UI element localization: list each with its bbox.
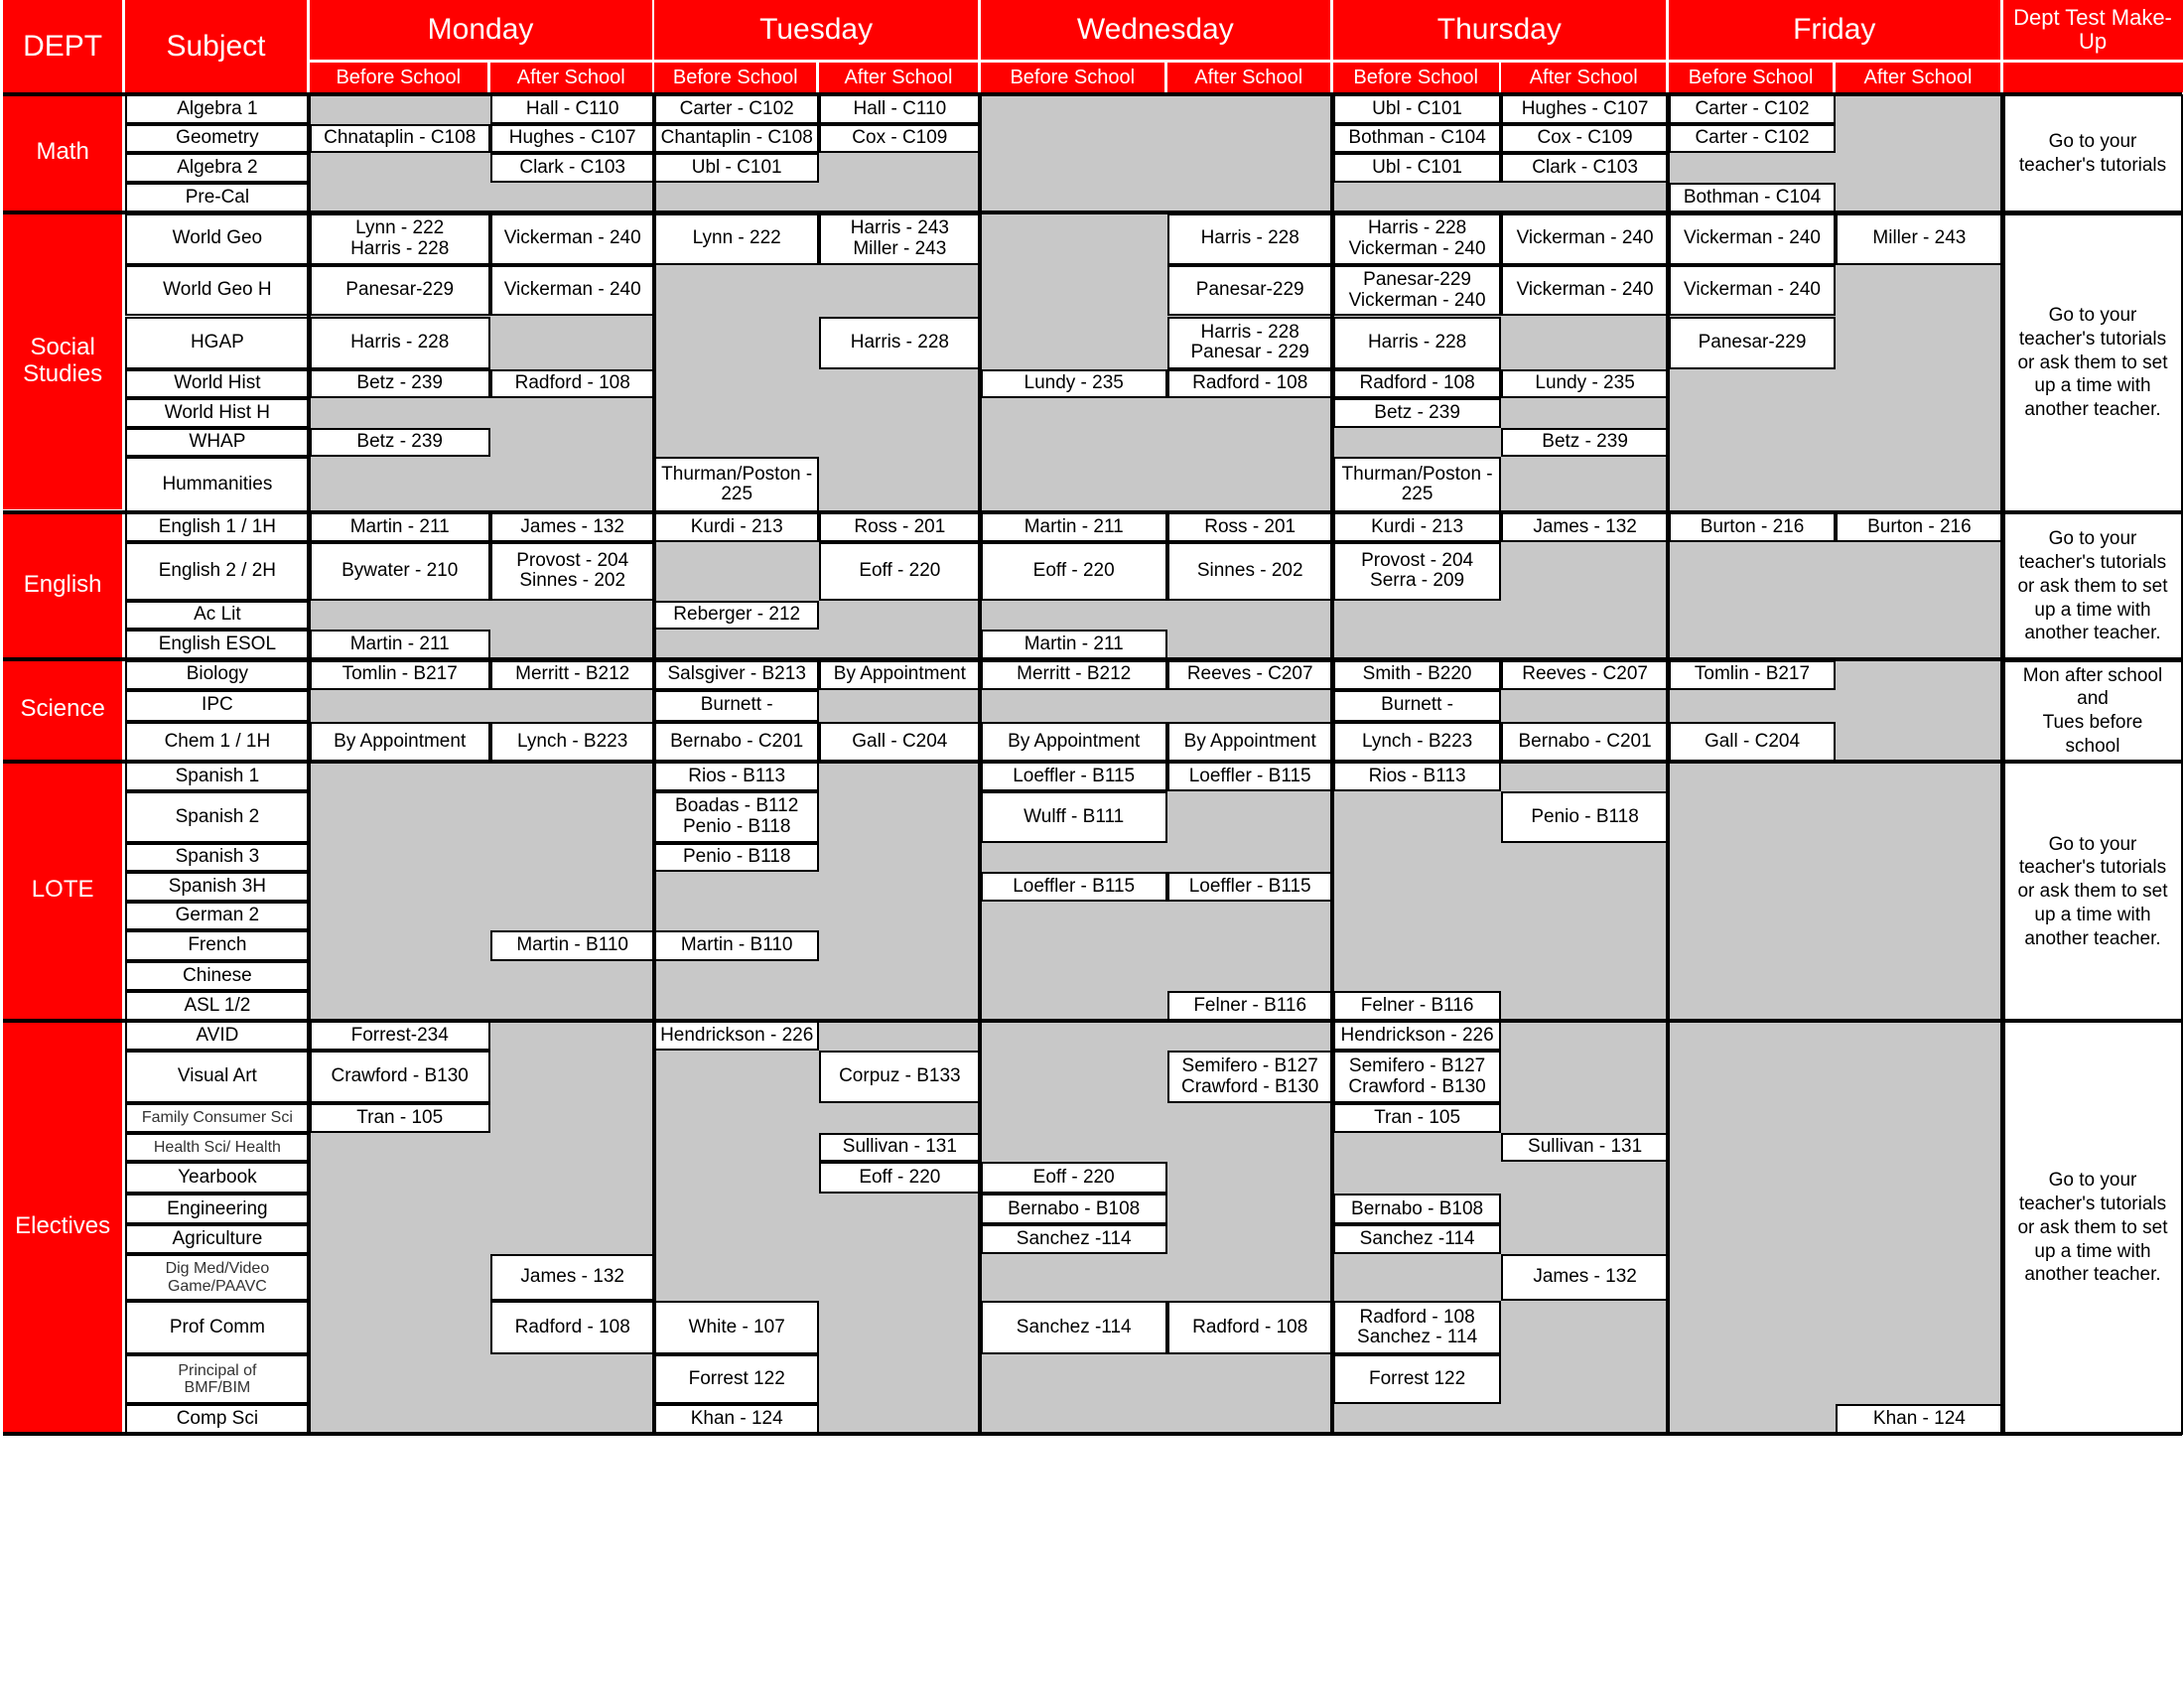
schedule-cell: Lundy - 235 [981,369,1167,399]
schedule-cell: Burnett - [1333,690,1502,722]
before-school-header: Before School [1669,63,1834,92]
schedule-cell: Reeves - C207 [1501,660,1668,690]
schedule-cell: Cox - C109 [819,124,981,154]
subject-geometry: Geometry [125,124,309,154]
schedule-cell: Bothman - C104 [1333,124,1502,154]
schedule-cell: Eoff - 220 [819,542,981,601]
day-header-monday: Monday [310,0,652,60]
subject-world-hist: World Hist [125,369,309,399]
dept-divider [3,657,2183,661]
subject-hgap: HGAP [125,317,309,369]
schedule-cell: Hendrickson - 226 [1333,1021,1502,1051]
schedule-cell: Felner - B116 [1333,991,1502,1022]
after-school-header: After School [1501,63,1666,92]
schedule-cell: Kurdi - 213 [654,512,819,542]
schedule-cell: Gall - C204 [1669,722,1836,763]
schedule-cell: Sinnes - 202 [1167,542,1333,601]
schedule-cell: Hughes - C107 [490,124,655,154]
subject-french: French [125,930,309,961]
subject-avid: AVID [125,1021,309,1051]
dept-label-electives: Electives [3,1021,123,1432]
day-divider [978,94,982,1435]
subject-spanish-2: Spanish 2 [125,791,309,843]
schedule-cell: Semifero - B127 Crawford - B130 [1333,1051,1502,1103]
schedule-cell: Radford - 108 Sanchez - 114 [1333,1301,1502,1353]
schedule-cell: Sanchez -114 [981,1301,1167,1353]
before-school-header: Before School [1333,63,1499,92]
schedule-cell: Radford - 108 [1167,1301,1333,1353]
schedule-cell: Sanchez -114 [1333,1224,1502,1254]
schedule-cell: Harris - 228 [310,317,490,369]
subject-agriculture: Agriculture [125,1224,309,1254]
table-bottom-rule [3,1432,2183,1436]
subject-prof-comm: Prof Comm [125,1301,309,1353]
subject-ac-lit: Ac Lit [125,601,309,631]
schedule-cell: Harris - 243 Miller - 243 [819,213,981,265]
subject-ipc: IPC [125,690,309,722]
subject-english-2-2h: English 2 / 2H [125,542,309,601]
subject-health-sci-health: Health Sci/ Health [125,1133,309,1163]
schedule-cell: Rios - B113 [654,762,819,791]
subject-chem-1-1h: Chem 1 / 1H [125,722,309,763]
schedule-cell: By Appointment [1167,722,1333,763]
day-divider [652,94,656,1435]
schedule-cell: Loeffler - B115 [1167,762,1333,791]
schedule-cell: Panesar-229 [310,265,490,317]
subject-english-1-1h: English 1 / 1H [125,512,309,542]
schedule-cell: Forrest 122 [654,1354,819,1405]
schedule-cell: Cox - C109 [1501,124,1668,154]
schedule-cell: Martin - B110 [490,930,655,961]
schedule-cell: Harris - 228 Vickerman - 240 [1333,213,1502,265]
schedule-cell: Burnett - [654,690,819,722]
schedule-cell: Salsgiver - B213 [654,660,819,690]
dept-divider [3,1019,2183,1023]
schedule-cell: Panesar-229 Vickerman - 240 [1333,265,1502,317]
schedule-cell: Chnataplin - C108 [310,124,490,154]
schedule-cell: Rios - B113 [1333,762,1502,791]
schedule-cell: Crawford - B130 [310,1051,490,1103]
schedule-cell: Hall - C110 [819,94,981,124]
subject-algebra-2: Algebra 2 [125,153,309,183]
subject-pre-cal: Pre-Cal [125,183,309,213]
schedule-cell: Loeffler - B115 [1167,872,1333,902]
schedule-cell: Burton - 216 [1669,512,1836,542]
schedule-cell: Carter - C102 [1669,94,1836,124]
schedule-cell: Clark - C103 [1501,153,1668,183]
schedule-cell: Provost - 204 Sinnes - 202 [490,542,655,601]
schedule-cell: Miller - 243 [1836,213,2002,265]
subject-world-geo: World Geo [125,213,309,265]
schedule-cell: Panesar-229 [1167,265,1333,317]
makeup-note-lote: Go to your teacher's tutorials or ask them to set up a time with another teacher. [2003,762,2183,1021]
schedule-cell: Loeffler - B115 [981,762,1167,791]
schedule-cell: By Appointment [819,660,981,690]
schedule-cell: Carter - C102 [1669,124,1836,154]
schedule-cell: Harris - 228 [1333,317,1502,369]
schedule-cell: Bernabo - B108 [1333,1194,1502,1224]
schedule-cell: Sullivan - 131 [1501,1133,1668,1163]
subject-family-consumer-sci: Family Consumer Sci [125,1103,309,1133]
schedule-cell: Gall - C204 [819,722,981,763]
makeup-note-science: Mon after school and Tues before school [2003,660,2183,762]
subject-german-2: German 2 [125,902,309,931]
schedule-cell: Betz - 239 [310,369,490,399]
schedule-cell: Martin - 211 [310,512,490,542]
schedule-cell: Eoff - 220 [981,1162,1167,1194]
schedule-cell: Radford - 108 [490,369,655,399]
dept-label-social-studies: Social Studies [3,213,123,510]
schedule-cell: James - 132 [490,512,655,542]
schedule-cell: Lynch - B223 [1333,722,1502,763]
schedule-cell: Carter - C102 [654,94,819,124]
schedule-cell: Vickerman - 240 [1501,265,1668,317]
schedule-cell: Forrest-234 [310,1021,490,1051]
schedule-cell: Smith - B220 [1333,660,1502,690]
schedule-cell: Eoff - 220 [819,1162,981,1194]
dept-divider [3,510,2183,514]
subject-principal-of-bmf-bim: Principal of BMF/BIM [125,1354,309,1405]
schedule-cell: Tran - 105 [1333,1103,1502,1133]
schedule-cell: White - 107 [654,1301,819,1353]
schedule-cell: Clark - C103 [490,153,655,183]
schedule-cell: James - 132 [1501,1254,1668,1302]
day-divider [2000,94,2004,1435]
subject-algebra-1: Algebra 1 [125,94,309,124]
schedule-cell: Reberger - 212 [654,601,819,631]
schedule-cell: Sanchez -114 [981,1224,1167,1254]
day-header-wednesday: Wednesday [981,0,1330,60]
makeup-subheader [2003,63,2183,92]
schedule-cell: Thurman/Poston - 225 [1333,457,1502,512]
schedule-cell: James - 132 [490,1254,655,1302]
subject-world-geo-h: World Geo H [125,265,309,317]
day-header-thursday: Thursday [1333,0,1666,60]
schedule-cell: Kurdi - 213 [1333,512,1502,542]
schedule-cell: Vickerman - 240 [490,265,655,317]
schedule-cell: Panesar-229 [1669,317,1836,369]
subject-comp-sci: Comp Sci [125,1404,309,1435]
makeup-note-english: Go to your teacher's tutorials or ask them to set up a time with another teacher. [2003,512,2183,660]
schedule-cell: Ubl - C101 [1333,153,1502,183]
subject-biology: Biology [125,660,309,690]
schedule-cell: Felner - B116 [1167,991,1333,1022]
schedule-cell: Boadas - B112 Penio - B118 [654,791,819,843]
dept-header: DEPT [3,0,123,92]
schedule-cell: Hughes - C107 [1501,94,1668,124]
before-school-header: Before School [310,63,488,92]
schedule-cell: By Appointment [310,722,490,763]
subject-whap: WHAP [125,428,309,458]
schedule-cell: Penio - B118 [1501,791,1668,843]
schedule-cell: Radford - 108 [1333,369,1502,399]
subject-english-esol: English ESOL [125,630,309,660]
schedule-cell: Hall - C110 [490,94,655,124]
schedule-cell: Vickerman - 240 [490,213,655,265]
schedule-cell: Betz - 239 [310,428,490,458]
schedule-cell: Martin - 211 [310,630,490,660]
dept-test-makeup-header: Dept Test Make-Up [2003,0,2183,60]
schedule-cell: Reeves - C207 [1167,660,1333,690]
schedule-cell: Harris - 228 Panesar - 229 [1167,317,1333,369]
schedule-cell: Khan - 124 [1836,1404,2002,1435]
subject-dig-med-video-game-paavc: Dig Med/Video Game/PAAVC [125,1254,309,1302]
dept-divider [3,211,2183,214]
dept-divider [3,760,2183,764]
subject-chinese: Chinese [125,961,309,991]
schedule-cell: Harris - 228 [1167,213,1333,265]
schedule-cell: Lynn - 222 Harris - 228 [310,213,490,265]
schedule-cell: Hendrickson - 226 [654,1021,819,1051]
schedule-cell: Martin - 211 [981,512,1167,542]
schedule-cell: Eoff - 220 [981,542,1167,601]
dept-label-science: Science [3,660,123,760]
subject-yearbook: Yearbook [125,1162,309,1194]
subject-world-hist-h: World Hist H [125,398,309,428]
subject-spanish-3h: Spanish 3H [125,872,309,902]
after-school-header: After School [819,63,978,92]
schedule-cell: Bernabo - C201 [654,722,819,763]
schedule-cell: Radford - 108 [1167,369,1333,399]
schedule-cell: Betz - 239 [1333,398,1502,428]
subject-visual-art: Visual Art [125,1051,309,1103]
schedule-cell: Wulff - B111 [981,791,1167,843]
schedule-cell: Martin - B110 [654,930,819,961]
schedule-cell: Bothman - C104 [1669,183,1836,213]
schedule-cell: By Appointment [981,722,1167,763]
after-school-header: After School [1167,63,1330,92]
after-school-header: After School [490,63,652,92]
schedule-cell: Tran - 105 [310,1103,490,1133]
before-school-header: Before School [654,63,816,92]
schedule-cell: Merritt - B212 [490,660,655,690]
schedule-cell: Martin - 211 [981,630,1167,660]
schedule-cell: Betz - 239 [1501,428,1668,458]
day-divider [307,94,311,1435]
subject-spanish-3: Spanish 3 [125,843,309,873]
schedule-cell: Provost - 204 Serra - 209 [1333,542,1502,601]
subject-header: Subject [125,0,306,92]
schedule-cell: Loeffler - B115 [981,872,1167,902]
day-divider [1330,94,1334,1435]
schedule-cell: Radford - 108 [490,1301,655,1353]
schedule-cell: Bernabo - C201 [1501,722,1668,763]
dept-divider [3,92,2183,96]
schedule-cell: Corpuz - B133 [819,1051,981,1103]
makeup-note-electives: Go to your teacher's tutorials or ask them to set up a time with another teacher. [2003,1021,2183,1435]
subject-spanish-1: Spanish 1 [125,762,309,791]
schedule-cell: Vickerman - 240 [1669,213,1836,265]
schedule-cell: Lundy - 235 [1501,369,1668,399]
schedule-cell: Vickerman - 240 [1669,265,1836,317]
schedule-cell: Tomlin - B217 [1669,660,1836,690]
dept-label-lote: LOTE [3,762,123,1018]
schedule-cell: Chantaplin - C108 [654,124,819,154]
schedule-cell: Ubl - C101 [654,153,819,183]
schedule-cell: Khan - 124 [654,1404,819,1435]
after-school-header: After School [1836,63,2000,92]
subject-asl-1-2: ASL 1/2 [125,991,309,1022]
schedule-cell: Vickerman - 240 [1501,213,1668,265]
subject-hummanities: Hummanities [125,457,309,512]
dept-label-english: English [3,512,123,657]
schedule-cell: Sullivan - 131 [819,1133,981,1163]
subject-engineering: Engineering [125,1194,309,1224]
schedule-cell: Ross - 201 [1167,512,1333,542]
schedule-cell: Thurman/Poston - 225 [654,457,819,512]
schedule-cell: Ubl - C101 [1333,94,1502,124]
schedule-cell: Bernabo - B108 [981,1194,1167,1224]
schedule-cell: Ross - 201 [819,512,981,542]
day-divider [1666,94,1670,1435]
schedule-cell: Lynn - 222 [654,213,819,265]
day-header-tuesday: Tuesday [654,0,978,60]
schedule-cell: Lynch - B223 [490,722,655,763]
before-school-header: Before School [981,63,1164,92]
day-header-friday: Friday [1669,0,2000,60]
dept-label-math: Math [3,94,123,210]
schedule-cell: Merritt - B212 [981,660,1167,690]
schedule-cell: Semifero - B127 Crawford - B130 [1167,1051,1333,1103]
makeup-note-math: Go to your teacher's tutorials [2003,94,2183,212]
schedule-cell: Penio - B118 [654,843,819,873]
schedule-cell: Forrest 122 [1333,1354,1502,1405]
schedule-cell: Bywater - 210 [310,542,490,601]
schedule-cell: Harris - 228 [819,317,981,369]
schedule-cell: Burton - 216 [1836,512,2002,542]
makeup-note-social-studies: Go to your teacher's tutorials or ask them to set up a time with another teacher. [2003,213,2183,513]
schedule-cell: Tomlin - B217 [310,660,490,690]
schedule-cell: James - 132 [1501,512,1668,542]
